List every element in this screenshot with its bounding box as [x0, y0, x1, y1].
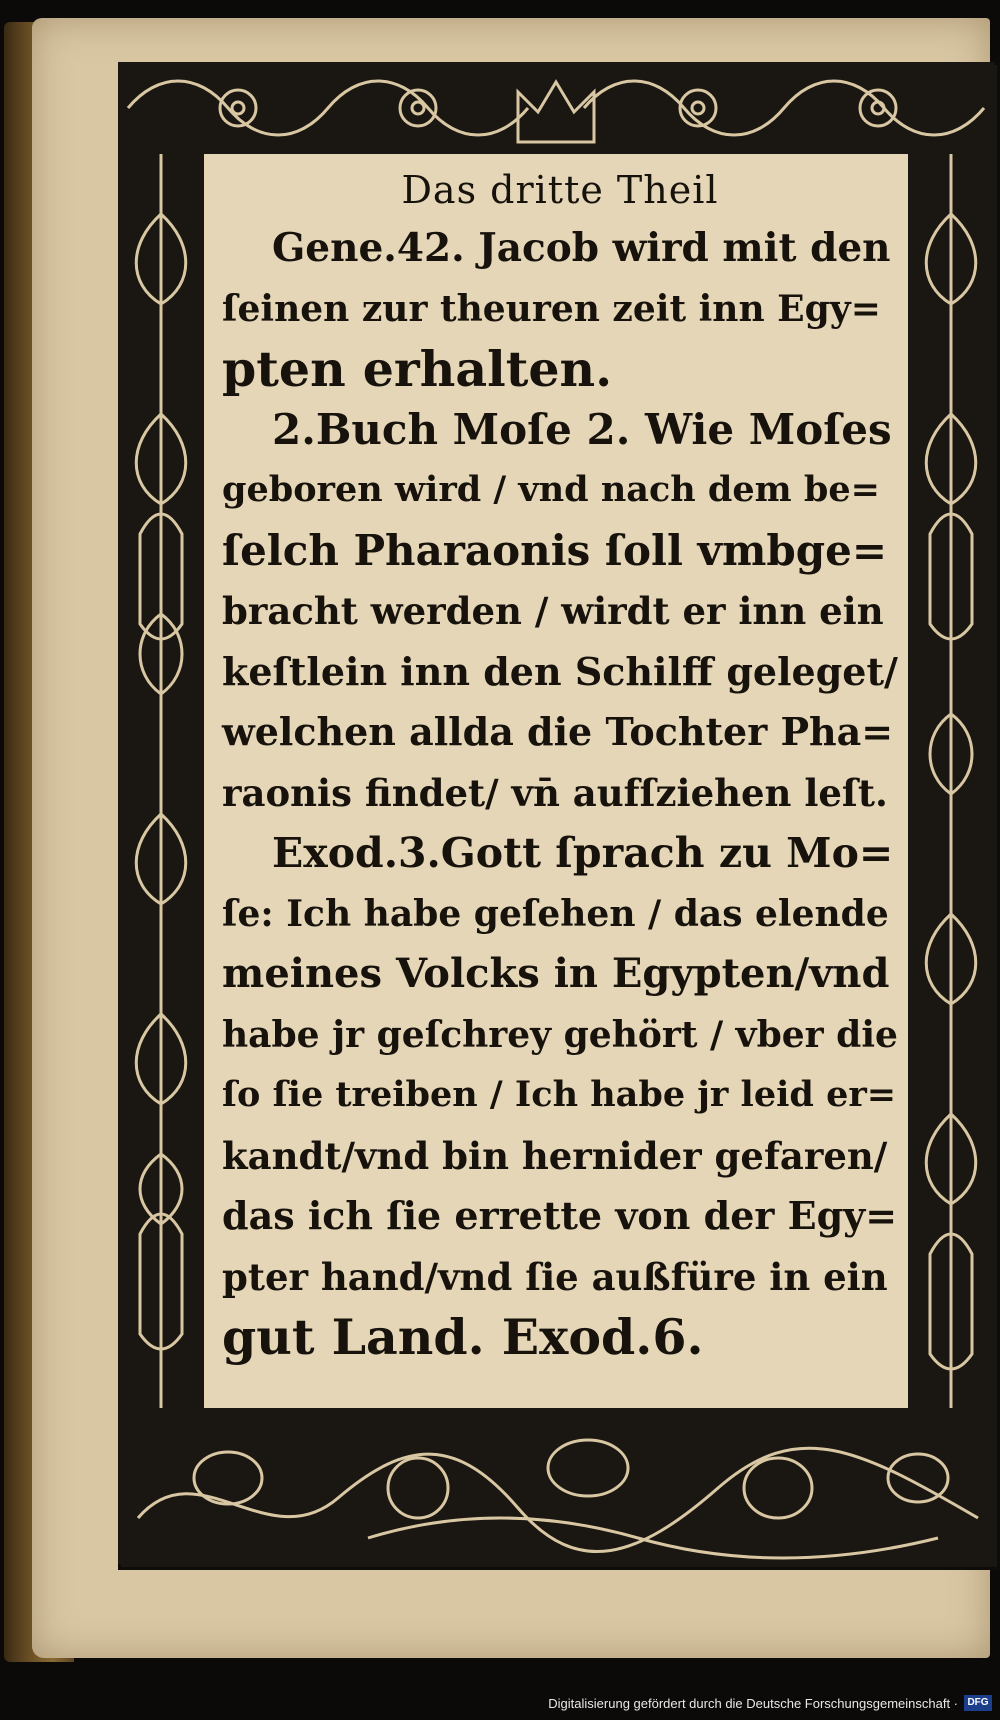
text-line: ſeinen zur theuren zeit inn Egy= [222, 287, 881, 330]
page-text [222, 168, 898, 1368]
text-line: habe jr geſchrey gehört / vber die [222, 1013, 898, 1056]
text-line: geboren wird / vnd nach dem be= [222, 469, 880, 510]
text-line: ſo ſie treiben / Ich habe jr leid er= [222, 1074, 897, 1115]
text-line: Gene.42. Jacob wird mit den [272, 225, 891, 271]
digitization-footer [548, 1692, 992, 1714]
paragraph-3 [222, 823, 898, 1368]
text-line: bracht werden / wirdt er inn ein [222, 589, 884, 633]
text-line: ſe: Ich habe geſehen / das elende [222, 892, 889, 935]
catchword-reference: Exod.6. [501, 1308, 704, 1366]
left-ornament [118, 154, 204, 1408]
text-line-last [222, 1307, 898, 1368]
bottom-ornament [118, 1408, 994, 1564]
text-line: welchen allda die Tochter Pha= [222, 709, 894, 754]
text-line: kandt/vnd bin hernider gefaren/ [222, 1133, 888, 1178]
running-head: Das dritte Theil [401, 168, 719, 212]
text-line: ſelch Pharaonis ſoll vmbge= [222, 525, 888, 575]
top-ornament [118, 62, 994, 154]
text-line: das ich ſie errette von der Egy= [222, 1193, 898, 1238]
text-line: raonis findet/ vn̄ aufſziehen leſt. [222, 770, 888, 815]
dfg-logo-icon: DFG [964, 1695, 992, 1711]
text-line: keſtlein inn den Schilff geleget/ [222, 648, 898, 694]
paragraph-2 [222, 400, 898, 824]
footer-credit: Digitalisierung gefördert durch die Deutsche Forschungsgemeinschaft · [548, 1695, 958, 1711]
right-ornament [908, 154, 994, 1408]
last-line-text: gut Land. [222, 1308, 485, 1366]
paragraph-1 [222, 218, 898, 400]
text-line: Exod.3.Gott ſprach zu Mo= [272, 829, 894, 877]
text-line: pter hand/vnd ſie außfüre in ein [222, 1254, 888, 1299]
text-line: meines Volcks in Egypten/vnd [222, 950, 890, 997]
text-line: pten erhalten. [222, 340, 613, 398]
text-line: 2.Buch Moſe 2. Wie Moſes [272, 404, 892, 454]
